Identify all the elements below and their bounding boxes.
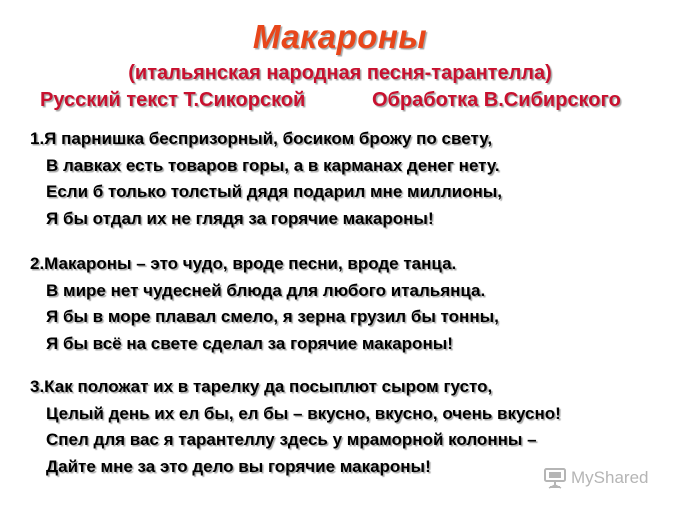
verse-line: Спел для вас я тарантеллу здесь у мраморной колонны – [46, 430, 537, 449]
verse-line: Я бы в море плавал смело, я зерна грузил бы тонны, [46, 307, 499, 326]
song-subtitle: (итальянская народная песня-тарантелла) [128, 62, 552, 84]
verse-line: В мире нет чудесней блюда для любого итальянца. [46, 280, 486, 300]
verse-line: 1.Я парнишка беспризорный, босиком брожу по свету, [30, 129, 493, 148]
verse-line: Дайте мне за это дело вы горячие макароны! [46, 456, 431, 476]
myshared-logo-icon [543, 467, 567, 489]
verse-line: Целый день их ел бы, ел бы – вкусно, вкусно, очень вкусно! [46, 403, 561, 423]
song-title: Макароны [252, 18, 428, 55]
verse-line: 3.Как положат их в тарелку да посыплют сыром густо, [30, 377, 493, 396]
verse-line: Если б только толстый дядя подарил мне миллионы, [46, 182, 502, 201]
lyrics-credit: Русский текст Т.Сикорской [40, 89, 306, 111]
verse-line: 2.Макароны – это чудо, вроде песни, вроде танца. [30, 254, 457, 273]
logo-text: MyShared [571, 468, 649, 487]
verse-line: Я бы всё на свете сделал за горячие макароны! [46, 333, 453, 353]
verse-line: Я бы отдал их не глядя за горячие макароны! [46, 208, 434, 228]
arrangement-credit: Обработка В.Сибирского [372, 89, 621, 111]
song-credits [40, 89, 660, 112]
verse-2 [30, 251, 660, 357]
verse-line: В лавках есть товаров горы, а в карманах денег нету. [46, 155, 500, 175]
myshared-logo [543, 465, 648, 491]
verse-1 [30, 126, 660, 232]
